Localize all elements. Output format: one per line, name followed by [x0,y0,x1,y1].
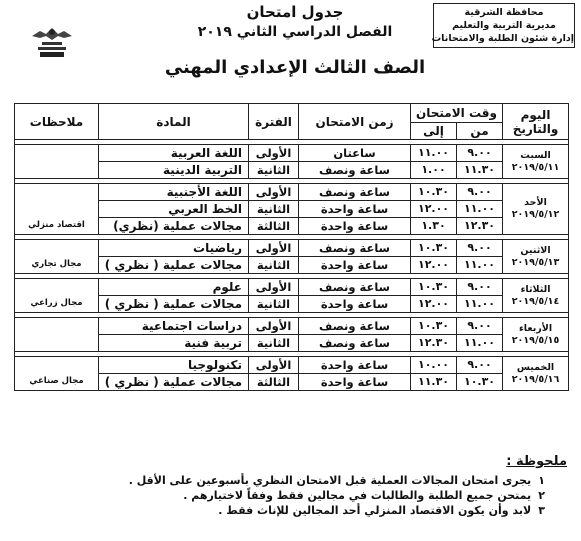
day-name: الأربعاء [518,322,553,334]
day-date: ٢٠١٩/٥/١٥ [511,334,560,346]
footnote-text: يجرى امتحان المجالات العملية قبل الامتحان النظري بأسبوعين على الأقل . [128,474,532,487]
exam-schedule-table [14,103,569,391]
note-cell: مجال زراعي [15,279,99,313]
grade-title: الصف الثالث الإعدادي المهني [164,57,426,78]
footnote-item [11,503,545,518]
header-subject: المادة [99,104,249,140]
table-row [15,279,569,296]
subject-cell: مجالات عملية (نظري) [99,218,249,235]
note-cell [15,318,99,352]
table-row [15,335,569,352]
to-cell: ١.٠٠ [411,162,457,179]
from-cell: ١١.٠٠ [457,257,503,274]
period-cell: الثانية [249,335,299,352]
table-row [15,357,569,374]
duration-cell: ساعة ونصف [299,335,411,352]
subject-cell: التربية الدينية [99,162,249,179]
footnote-mark: ٣ [538,504,545,517]
footnote-mark: ٢ [538,489,545,502]
note-cell: مجال تجاري [15,240,99,274]
period-cell: الأولى [249,184,299,201]
day-cell [503,357,569,391]
duration-cell: ساعة واحدة [299,374,411,391]
from-cell: ١١.٠٠ [457,296,503,313]
table-row [15,296,569,313]
from-cell: ١٢.٣٠ [457,218,503,235]
footnote-item [11,488,545,503]
period-cell: الثالثة [249,218,299,235]
subject-cell: مجالات عملية ( نظري ) [99,257,249,274]
subject-cell: اللغة الأجنبية [99,184,249,201]
day-name: السبت [520,149,551,161]
stamp-line: إدارة شئون الطلبة والامتحانات [431,33,574,44]
from-cell: ٩.٠٠ [457,240,503,257]
day-date: ٢٠١٩/٥/١٢ [511,209,560,220]
day-date: ٢٠١٩/٥/١٣ [511,256,560,268]
period-cell: الأولى [249,145,299,162]
from-cell: ١١.٠٠ [457,201,503,218]
from-cell: ٩.٠٠ [457,357,503,374]
subject-cell: تربية فنية [99,335,249,352]
from-cell: ٩.٠٠ [457,318,503,335]
header-period: الفترة [249,104,299,140]
footnote-item [11,473,545,488]
duration-cell: ساعة ونصف [299,184,411,201]
duration-cell: ساعة ونصف [299,240,411,257]
note-cell: مجال صناعي [15,357,99,391]
to-cell: ١.٣٠ [411,218,457,235]
duration-cell: ساعة واحدة [299,201,411,218]
day-cell [503,240,569,274]
period-cell: الأولى [249,279,299,296]
from-cell: ١١.٣٠ [457,162,503,179]
header-exam-time: وقت الامتحان [411,104,503,123]
eagle-emblem-icon [30,22,74,62]
day-cell [503,279,569,313]
day-cell [503,184,569,235]
from-cell: ٩.٠٠ [457,279,503,296]
from-cell: ٩.٠٠ [457,145,503,162]
footnote-text: يمتحن جميع الطلبة والطالبات في مجالين فقط وفقاً لاختيارهم . [183,489,532,502]
duration-cell: ساعة ونصف [299,318,411,335]
from-cell: ١٠.٣٠ [457,374,503,391]
to-cell: ١٢.٣٠ [411,335,457,352]
table-row [15,240,569,257]
footnote-text: لابد وأن يكون الاقتصاد المنزلي أحد المجالين للإناث فقط . [218,504,532,517]
document-title: جدول امتحان [246,3,344,21]
to-cell: ١٢.٠٠ [411,296,457,313]
to-cell: ١٠.٣٠ [411,318,457,335]
subject-cell: تكنولوجيا [99,357,249,374]
duration-cell: ساعة ونصف [299,162,411,179]
subject-cell: مجالات عملية ( نظري ) [99,296,249,313]
period-cell: الثانية [249,201,299,218]
table-row [15,374,569,391]
subject-cell: دراسات اجتماعية [99,318,249,335]
duration-cell: ساعة ونصف [299,279,411,296]
subject-cell: رياضيات [99,240,249,257]
note-cell: اقتصاد منزلي [15,184,99,235]
to-cell: ١٠.٣٠ [411,279,457,296]
directorate-stamp [433,3,575,48]
stamp-line: محافظة الشرقية [464,7,544,18]
to-cell: ١١.٣٠ [411,374,457,391]
to-cell: ١١.٠٠ [411,145,457,162]
subject-cell: مجالات عملية ( نظري ) [99,374,249,391]
note-cell [15,145,99,179]
day-date: ٢٠١٩/٥/١٤ [511,295,560,307]
day-name: الثلاثاء [520,283,551,295]
to-cell: ١٠.٠٠ [411,357,457,374]
day-cell [503,318,569,352]
duration-cell: ساعة واحدة [299,296,411,313]
term-title: الفصل الدراسي الثاني ٢٠١٩ [197,24,393,40]
header-duration: زمن الامتحان [299,104,411,140]
document-titles [150,2,440,80]
footnote-mark: ١ [538,474,545,487]
table-row [15,318,569,335]
table-row [15,257,569,274]
duration-cell: ساعة واحدة [299,357,411,374]
period-cell: الأولى [249,240,299,257]
to-cell: ١٠.٣٠ [411,184,457,201]
day-date: ٢٠١٩/٥/١١ [511,161,560,173]
duration-cell: ساعة واحدة [299,218,411,235]
day-date: ٢٠١٩/٥/١٦ [511,373,560,385]
table-row [15,201,569,218]
from-cell: ٩.٠٠ [457,184,503,201]
table-row [15,145,569,162]
duration-cell: ساعة واحدة [299,257,411,274]
to-cell: ١٠.٣٠ [411,240,457,257]
from-cell: ١١.٠٠ [457,335,503,352]
to-cell: ١٢.٠٠ [411,257,457,274]
table-row [15,162,569,179]
period-cell: الأولى [249,318,299,335]
day-name: الخميس [516,361,555,373]
to-cell: ١٢.٠٠ [411,201,457,218]
header-from: من [457,123,503,140]
header-notes: ملاحظات [15,104,99,140]
subject-cell: الخط العربي [99,201,249,218]
subject-cell: علوم [99,279,249,296]
period-cell: الأولى [249,357,299,374]
day-name: الأحد [524,197,547,208]
header-to: إلى [411,123,457,140]
table-row [15,218,569,235]
header-day-date: اليوم والتاريخ [503,104,569,140]
period-cell: الثانية [249,162,299,179]
duration-cell: ساعتان [299,145,411,162]
day-cell [503,145,569,179]
day-name: الاثنين [520,244,551,256]
footnotes-title: ملحوظة : [506,454,567,469]
table-row [15,184,569,201]
period-cell: الثالثة [249,374,299,391]
subject-cell: اللغة العربية [99,145,249,162]
footnotes [11,453,567,518]
period-cell: الثانية [249,257,299,274]
stamp-line: مديرية التربية والتعليم [452,20,556,31]
footnotes-list [11,473,567,518]
period-cell: الثانية [249,296,299,313]
